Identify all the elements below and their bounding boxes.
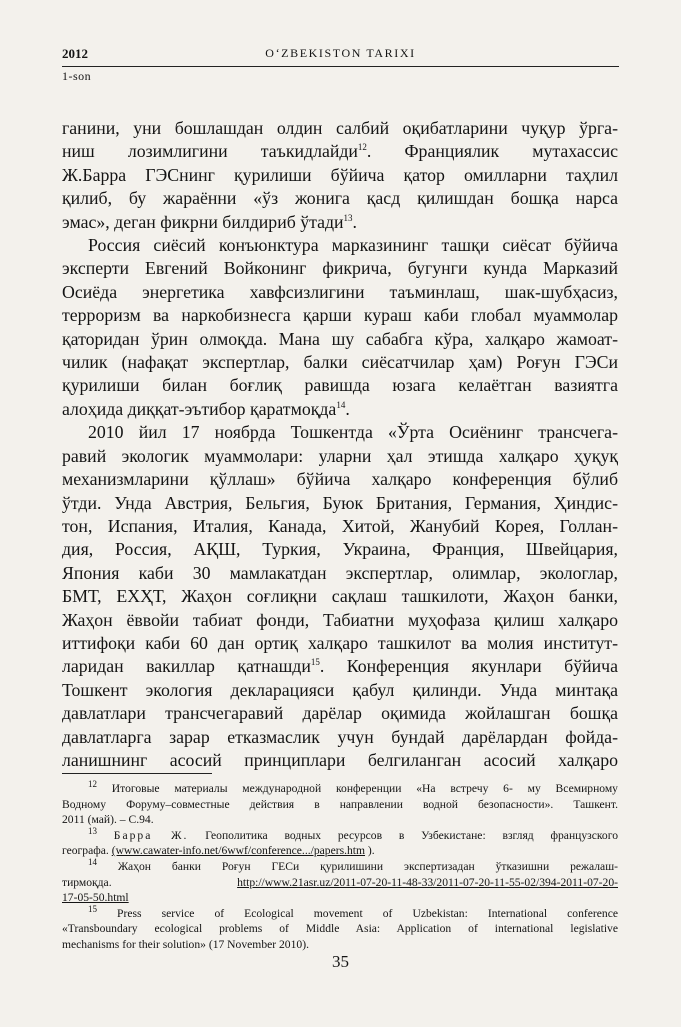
- text-line: БМТ, ЕХҲТ, Жаҳон соғлиқни сақлаш ташкилоти, Жаҳон банки,: [62, 586, 618, 607]
- text-line: давлатлари трансчегаравий дарёлар оқимида жойлашган бошқа: [62, 703, 618, 724]
- header-issue: 1-son: [62, 69, 92, 83]
- text-line: Осиёда энергетика хавфсизлигини таъминлаш, шак-шубҳасиз,: [62, 281, 618, 302]
- text-line: чилик (нафақат экспертлар, балки сиёсатчилар ҳам) Роғун ГЭСи: [62, 352, 618, 373]
- text-line: терроризм ва наркобизнесга қарши кураш каби глобал муаммолар: [62, 305, 618, 326]
- text-line: механизмларини қўллаш» бўйича халқаро конференция бўлиб: [62, 469, 618, 490]
- footnote-line: «Transboundary ecological problems of Middle Asia: Application of international legislative: [62, 922, 618, 936]
- text-line: Ж.Барра ГЭСнинг қурилиши бўйича қатор омилларни таҳлил: [62, 164, 618, 185]
- text-line: ланишнинг асосий принциплари белгиланган асосий халқаро: [62, 749, 618, 770]
- footnote-link[interactable]: (www.cawater-info.net/6wwf/conference.../papers.htm: [111, 844, 366, 858]
- footnote-line: Водному Форуму–совместные действия в направлении водной безопасности». Ташкент.: [62, 797, 618, 811]
- text-line: қилиб, бу жараённи «ўз жонига қасд қилишдан бошқа нарса: [62, 188, 618, 209]
- footnote-link[interactable]: http://www.21asr.uz/2011-07-20-11-48-33/2011-07-20-11-55-02/394-2011-07-20-: [237, 875, 618, 889]
- text-line: Япония каби 30 мамлакатдан экспертлар, олимлар, экологлар,: [62, 562, 618, 583]
- header-year: 2012: [62, 46, 88, 61]
- footnotes: [62, 781, 618, 953]
- text-line: ниш лозимлигини таъкидлайди$^{12}$. Франциялик мутахассис: [62, 141, 618, 162]
- footnote-line: тирмоқда. http://www.21asr.uz/2011-07-20-11-48-33/2011-07-20-11-55-02/394-2011-07-20-: [62, 875, 618, 889]
- footnote-ref: 14: [336, 399, 346, 410]
- text-line: ўтди. Унда Австрия, Бельгия, Буюк Британия, Германия, Ҳиндис-: [62, 492, 618, 513]
- text-line: қурилиши билан боғлиқ равишда юзага келаётган вазиятга: [62, 375, 618, 396]
- main-text: [62, 117, 618, 772]
- page-number: 35: [332, 952, 349, 971]
- footnote-line: географа. (www.cawater-info.net/6wwf/conference.../papers.htm ).: [62, 844, 375, 858]
- text-line: қаторидан ўрин олмоқда. Мана шу сабабга кўра, халқаро жамоат-: [62, 328, 618, 349]
- footnote-15: $^{15}$ Press service of Ecological movement of Uzbekistan: International conference: [88, 903, 618, 920]
- footnote-ref: 13: [343, 212, 353, 223]
- footnote-link[interactable]: 17-05-50.html: [62, 891, 129, 905]
- footnote-12: $^{12}$ Итоговые материалы международной конференции «На встречу 6- му Всемирному: [88, 779, 618, 795]
- footnote-13: $^{13}$ Барра Ж. Геополитика водных ресурсов в Узбекистане: взгляд французского: [88, 825, 618, 842]
- text-line: эксперти Евгений Войконинг фикрича, бугунги кунда Марказий: [62, 258, 618, 279]
- text-line: Жаҳон ёввойи табиат фонди, Табиатни муҳофаза қилиш халқаро: [62, 609, 618, 630]
- footnote-line: mechanisms for their solution» (17 November 2010).: [62, 937, 309, 951]
- text-line: Тошкент экология декларацияси қабул қилинди. Унда минтақа: [62, 679, 618, 700]
- header-journal-title: O‘ZBEKISTON TARIXI: [265, 46, 416, 60]
- text-line: ганини, уни бошлашдан олдин салбий оқибатларини чуқур ўрга-: [62, 118, 618, 138]
- footnote-divider: [62, 773, 212, 774]
- text-line: иттифоқи каби 60 дан ортиқ халқаро ташкилот ва молия институт-: [62, 632, 618, 653]
- footnote-line: 2011 (май). – С.94.: [62, 813, 154, 827]
- text-line: дия, Россия, АҚШ, Туркия, Украина, Франция, Швейцария,: [62, 539, 618, 560]
- text-line: давлатларга зарар етказмаслик учун бундай дарёлардан фойда-: [62, 726, 618, 747]
- footnote-ref: 12: [357, 142, 367, 153]
- footnote-ref: 15: [310, 657, 320, 668]
- text-line: Россия сиёсий конъюнктура марказининг ташқи сиёсат бўйича: [88, 235, 618, 256]
- text-line: равий экологик муаммолари: уларни ҳал этишда халқаро ҳуқуқ: [62, 445, 618, 466]
- text-line: 2010 йил 17 ноябрда Тошкентда «Ўрта Осиёнинг трансчега-: [88, 422, 618, 443]
- running-header: [62, 44, 619, 67]
- text-line: тон, Испания, Италия, Канада, Хитой, Жанубий Корея, Голлан-: [62, 515, 618, 536]
- text-line: алоҳида диққат-эътибор қаратмоқда$^{14}$.: [62, 398, 350, 419]
- footnote-14: $^{14}$ Жаҳон банки Роғун ГЕСи қурилишини экспертизадан ўтказишни режалаш-: [88, 857, 618, 873]
- text-line: ларидан вакиллар қатнашди$^{15}$. Конференция якунлари бўйича: [62, 656, 618, 677]
- text-line: эмас», деган фикрни билдириб ўтади$^{13}$.: [62, 211, 357, 232]
- footnote-line: [62, 890, 618, 906]
